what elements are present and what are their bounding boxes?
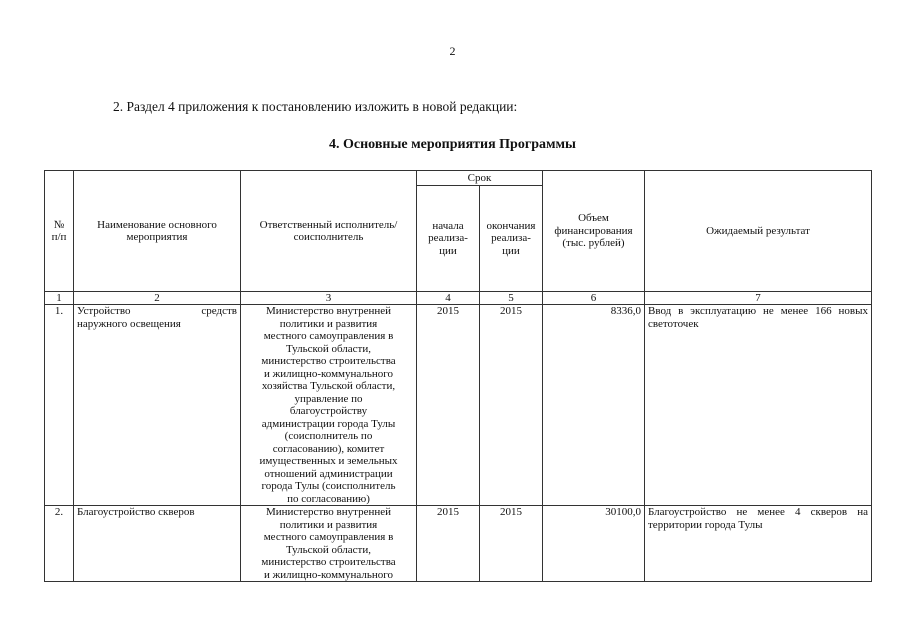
section-title: 4. Основные мероприятия Программы xyxy=(329,137,576,152)
column-number: 2 xyxy=(74,292,241,305)
row-term-start: 2015 xyxy=(417,506,480,582)
page-number: 2 xyxy=(449,44,456,58)
row-num: 1. xyxy=(45,305,74,506)
row-activity-name-part: наружного освещения xyxy=(77,317,181,330)
program-activities-table xyxy=(44,170,872,582)
column-number: 1 xyxy=(45,292,74,305)
row-funding: 30100,0 xyxy=(543,506,645,582)
row-expected-result: Благоустройство не менее 4 скверов на территории города Тулы xyxy=(645,506,872,582)
header-term-end: окончания реализа- ции xyxy=(480,186,543,292)
row-term-end: 2015 xyxy=(480,506,543,582)
column-number: 7 xyxy=(645,292,872,305)
row-activity-name xyxy=(74,305,241,506)
column-number: 6 xyxy=(543,292,645,305)
header-term: Срок xyxy=(417,171,543,186)
row-activity-name-part: средств xyxy=(201,305,237,317)
header-funding: Объем финансирования (тыс. рублей) xyxy=(543,171,645,292)
table-row xyxy=(45,506,872,582)
row-expected-result: Ввод в эксплуатацию не менее 166 новых светоточек xyxy=(645,305,872,506)
header-expected-result: Ожидаемый результат xyxy=(645,171,872,292)
row-term-end: 2015 xyxy=(480,305,543,506)
row-term-start: 2015 xyxy=(417,305,480,506)
row-executor: Министерство внутренней политики и развития местного самоуправления в Тульской области, министерство строительства и жилищно-коммунального хозяйства Тульской области, управление по благоустройству администрации города Тулы (соисполнитель по согласованию), комитет имущественных и земельных отношений администрации города Тулы (соисполнитель по согласованию) xyxy=(241,305,417,506)
row-activity-name-part: Устройство xyxy=(77,305,131,317)
column-number: 3 xyxy=(241,292,417,305)
column-numbers-row xyxy=(45,292,872,305)
table-row xyxy=(45,305,872,506)
header-num: № п/п xyxy=(45,171,74,292)
row-activity-name: Благоустройство скверов xyxy=(74,506,241,582)
column-number: 4 xyxy=(417,292,480,305)
header-activity-name: Наименование основного мероприятия xyxy=(74,171,241,292)
header-executor: Ответственный исполнитель/ соисполнитель xyxy=(241,171,417,292)
header-term-start: начала реализа- ции xyxy=(417,186,480,292)
intro-paragraph: 2. Раздел 4 приложения к постановлению изложить в новой редакции: xyxy=(113,99,518,114)
row-num: 2. xyxy=(45,506,74,582)
column-number: 5 xyxy=(480,292,543,305)
row-executor: Министерство внутренней политики и развития местного самоуправления в Тульской области, министерство строительства и жилищно-коммунального xyxy=(241,506,417,582)
row-funding: 8336,0 xyxy=(543,305,645,506)
